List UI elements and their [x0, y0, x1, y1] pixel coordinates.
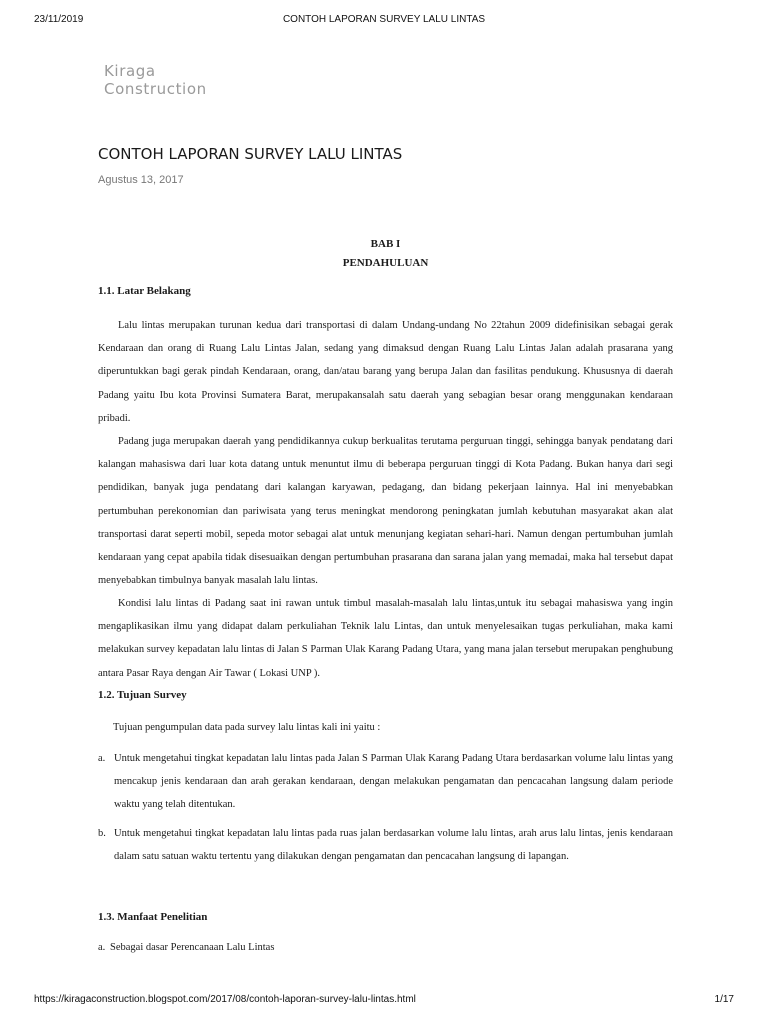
chapter-title: PENDAHULUAN — [342, 257, 429, 269]
section-body-latar-belakang — [98, 314, 673, 430]
section-heading-tujuan-survey: 1.2. Tujuan Survey — [98, 689, 187, 701]
blog-name-line2[interactable]: Construction — [104, 80, 207, 98]
paragraph: Lalu lintas merupakan turunan kedua dari transportasi di dalam Undang-undang No 22tahun 2009 didefinisikan sebagai gerak Kendaraan dan orang di Ruang Lalu Lintas Jalan, sedang yang dimaksud dengan Ruang Lalu Lintas Jalan adalah prasarana yang diperuntukkan bagi gerak pindah Kendaraan, orang, dan/atau barang yang berupa Jalan dan fasilitas pendukung. Khususnya di daerah Padang yaitu Ibu kota Provinsi Sumatera Barat, merupakansalah satu daerah yang sebagian besar orang menggunakan kendaraan pribadi. — [98, 320, 673, 424]
print-header-title: CONTOH LAPORAN SURVEY LALU LINTAS — [282, 14, 486, 25]
list-item-text: Untuk mengetahui tingkat kepadatan lalu lintas pada ruas jalan berdasarkan volume lalu lintas, arah arus lalu lintas, jenis kendaraan dalam satu satuan waktu tertentu yang dilakukan dengan pengamatan dan pencacahan langsung di lapangan. — [114, 828, 673, 863]
blog-logo[interactable] — [104, 62, 207, 98]
chapter-label: BAB I — [370, 238, 401, 250]
benefit-list — [98, 941, 673, 955]
purpose-list-b — [98, 822, 673, 868]
blog-name-line1[interactable]: Kiraga — [104, 62, 156, 80]
page-number: 1/17 — [714, 994, 734, 1005]
paragraph: Kondisi lalu lintas di Padang saat ini rawan untuk timbul masalah-masalah lalu lintas,untuk itu sebagai mahasiswa yang ingin mengaplikasikan ilmu yang didapat dalam perkuliahan Teknik lalu Lintas, dan untuk menyelesaikan tugas perkuliahan, maka kami melakukan survey kepadatan lalu lintas di Jalan S Parman Ulak Karang Padang Utara, yang mana jalan tersebut merupakan penghubung antara Pasar Raya dengan Air Tawar ( Lokasi UNP ). — [98, 598, 673, 679]
list-item-text: Sebagai dasar Perencanaan Lalu Lintas — [110, 942, 275, 953]
section-body-latar-belakang-2 — [98, 430, 673, 592]
section-body-latar-belakang-3 — [98, 592, 673, 685]
section-heading-manfaat-penelitian: 1.3. Manfaat Penelitian — [98, 911, 208, 923]
list-marker: a. — [98, 942, 106, 953]
list-item-text: Untuk mengetahui tingkat kepadatan lalu lintas pada Jalan S Parman Ulak Karang Padang Utara berdasarkan volume lalu lintas yang mencakup jenis kendaraan dan arah gerakan kendaraan, dengan melakukan pengamatan dan pencacahan langsung dalam periode waktu yang telah ditentukan. — [114, 753, 673, 811]
list-item — [98, 941, 673, 955]
post-date[interactable]: Agustus 13, 2017 — [98, 174, 184, 186]
section-heading-latar-belakang: 1.1. Latar Belakang — [98, 285, 191, 297]
list-marker: b. — [98, 828, 106, 839]
print-footer-url: https://kiragaconstruction.blogspot.com/2017/08/contoh-laporan-survey-lalu-lintas.html — [34, 994, 416, 1005]
section-intro: Tujuan pengumpulan data pada survey lalu lintas kali ini yaitu : — [113, 722, 381, 733]
list-marker: a. — [98, 753, 106, 764]
list-item — [98, 822, 673, 868]
paragraph: Padang juga merupakan daerah yang pendidikannya cukup berkualitas terutama perguruan tinggi, sehingga banyak pendatang dari kalangan mahasiswa dari luar kota datang untuk menuntut ilmu di beberapa perguruan tinggi di Kota Padang. Bukan hanya dari segi pendidikan, banyak juga pendatang dari kalangan karyawan, pedagang, dan bidang pekerjaan lainnya. Hal ini menyebabkan pertumbuhan perekonomian dan pariwisata yang terus meningkat mendorong peningkatan jumlah kebutuhan masyarakat akan alat transportasi darat seperti mobil, sepeda motor sebagai alat untuk menunjang kegiatan sehari-hari. Namun dengan pertumbuhan jumlah kendaraan yang cepat apabila tidak disesuaikan dengan pertumbuhan prasarana dan sarana jalan yang memadai, maka hal tersebut dapat menyebabkan timbulnya banyak masalah lalu lintas. — [98, 436, 673, 587]
list-item — [98, 747, 673, 817]
purpose-list — [98, 747, 673, 817]
post-title: CONTOH LAPORAN SURVEY LALU LINTAS — [98, 145, 403, 163]
print-date: 23/11/2019 — [34, 14, 84, 25]
